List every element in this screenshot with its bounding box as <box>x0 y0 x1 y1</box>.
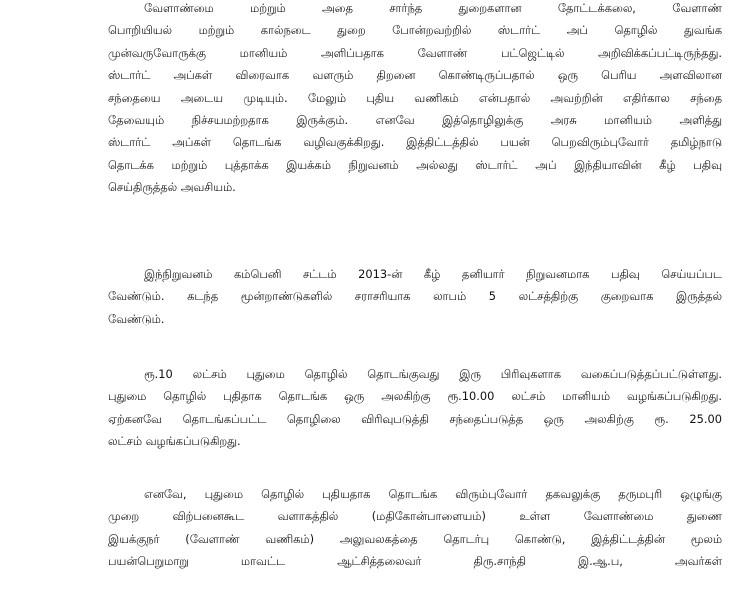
paragraph-line: புதுமை தொழில் புதிதாக தொடங்க ஒரு அலகிற்கு ரூ.10.00 லட்சம் மானியம் வழங்கப்படுகிறது. <box>108 389 722 404</box>
paragraph-line: முன்வருவோருக்கு மானியம் அளிப்பதாக வேளாண் பட்ஜெட்டில் அறிவிக்கப்பட்டிருந்தது. <box>108 45 722 60</box>
paragraph-line: தேவையும் நிச்சயமற்றதாக இருக்கும். எனவே இத்தொழிலுக்கு அரசு மானியம் அளித்து <box>108 113 722 128</box>
paragraph-2 <box>108 263 722 330</box>
paragraph-line: பயன்பெறுமாறு மாவட்ட ஆட்சித்தலைவர் திரு.சாந்தி இ.ஆ.ப, அவர்கள் <box>108 554 722 569</box>
paragraph-line: வேளாண்மை மற்றும் அதை சார்ந்த துறைகளான தோட்டக்கலை, வேளாண் <box>144 1 722 15</box>
paragraph-line: வேண்டும். கடந்த மூன்றாண்டுகளில் சராசரியாக லாபம் 5 லட்சத்திற்கு குறைவாக இருத்தல் <box>108 289 722 304</box>
paragraph-line: இந்நிறுவனம் கம்பெனி சட்டம் 2013-ன் கீழ் தனியார் நிறுவனமாக பதிவு செய்யப்பட <box>144 267 722 281</box>
paragraph-line: செய்திருத்தல் அவசியம். <box>108 180 236 195</box>
paragraph-line: சந்தையை அடைய முடியும். மேலும் புதிய வணிகம் என்பதால் அவற்றின் எதிர்கால சந்தை <box>108 90 722 105</box>
paragraph-1 <box>108 0 722 199</box>
paragraph-line: பொறியியல் மற்றும் கால்நடை துறை போன்றவற்றில் ஸ்டார்ட் அப் தொழில் துவங்க <box>108 23 722 38</box>
paragraph-3 <box>108 363 722 453</box>
paragraph-line: ஏற்கனவே தொடங்கப்பட்ட தொழிலை விரிவுபடுத்தி சந்தைப்படுத்த ஒரு அலகிற்கு ரூ. 25.00 <box>108 411 722 426</box>
paragraph-line: இயக்குநர் (வேளாண் வணிகம்) அலுவலகத்தை தொடர்பு கொண்டு, இத்திட்டத்தின் மூலம் <box>108 531 722 546</box>
paragraph-line: எனவே, புதுமை தொழில் புதியதாக தொடங்க விரும்புவோர் தகவலுக்கு தருமபுரி ஒழுங்கு <box>144 487 722 501</box>
paragraph-line: ரூ.10 லட்சம் புதுமை தொழில் தொடங்குவது இரு பிரிவுகளாக வகைப்படுத்தப்பட்டுள்ளது. <box>144 367 722 381</box>
paragraph-4 <box>108 483 722 573</box>
paragraph-line: தொடக்க மற்றும் புத்தாக்க இயக்கம் நிறுவனம் அல்லது ஸ்டார்ட் அப் இந்தியாவின் கீழ் பதிவு <box>108 157 722 172</box>
paragraph-line: லட்சம் வழங்கப்படுகிறது. <box>108 434 241 449</box>
paragraph-line: ஸ்டார்ட் அப்கள் தொடங்க வழிவகுக்கிறது. இத்திட்டத்தில் பயன் பெறவிரும்புவோர் தமிழ்நாடு <box>108 135 722 150</box>
paragraph-line: வேண்டும். <box>108 311 165 326</box>
paragraph-line: முறை விற்பனைகூட வளாகத்தில் (மதிகோன்பாளையம்) உள்ள வேளாண்மை துணை <box>108 509 722 524</box>
paragraph-line: ஸ்டார்ட் அப்கள் விரைவாக வளரும் திறனை கொண்டிருப்பதால் ஒரு பெரிய அளவிலான <box>108 68 722 83</box>
